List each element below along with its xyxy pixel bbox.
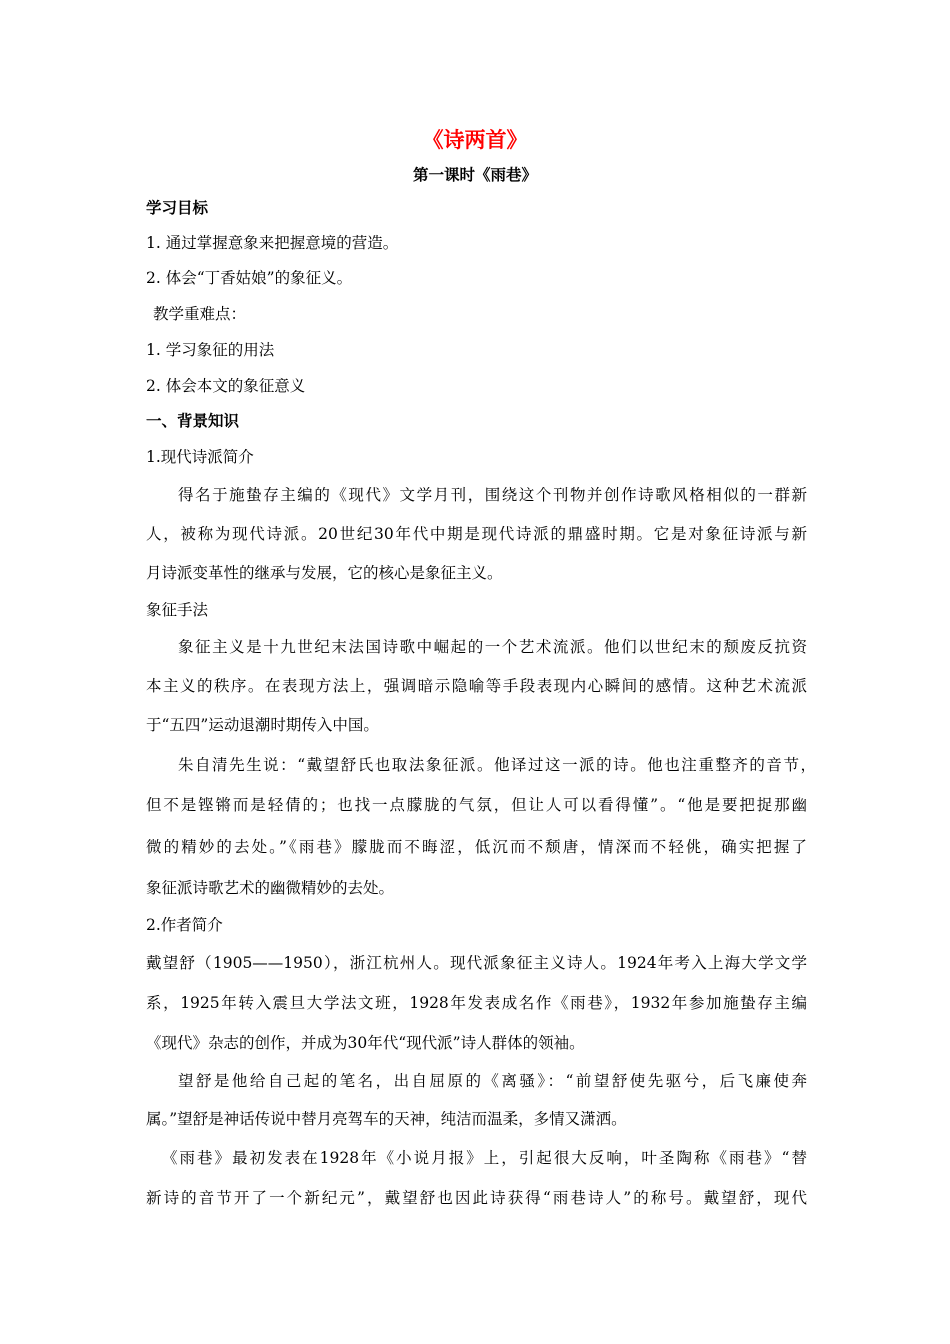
paragraph-line: 微的精妙的去处。”《雨巷》朦胧而不晦涩，低沉而不颓唐，情深而不轻佻，确实把握了 [146, 838, 807, 856]
paragraph-line: 戴望舒（1905——1950），浙江杭州人。现代派象征主义诗人。1924年考入上海大学文学 [146, 954, 807, 972]
symbolism-heading: 象征手法 [146, 601, 209, 619]
paragraph-line: 本主义的秩序。在表现方法上，强调暗示隐喻等手段表现内心瞬间的感情。这种艺术流派 [146, 677, 807, 695]
paragraph-line: 新诗的音节开了一个新纪元”，戴望舒也因此诗获得“雨巷诗人”的称号。戴望舒，现代 [146, 1189, 807, 1207]
background-heading: 一、背景知识 [146, 412, 240, 430]
document-title: 《诗两首》 [422, 128, 528, 152]
paragraph-line: 得名于施蛰存主编的《现代》文学月刊，围绕这个刊物并创作诗歌风格相似的一群新 [178, 486, 807, 504]
paragraph-line: 《雨巷》最初发表在1928年《小说月报》上，引起很大反响，叶圣陶称《雨巷》“替 [162, 1149, 807, 1167]
paragraph-line: 象征派诗歌艺术的幽微精妙的去处。 [146, 879, 395, 897]
paragraph-line: 但不是铿锵而是轻倩的；也找一点朦胧的气氛，但让人可以看得懂”。“他是要把捉那幽 [146, 796, 807, 814]
paragraph-line: 属。”望舒是神话传说中替月亮驾车的天神，纯洁而温柔，多情又潇洒。 [146, 1110, 627, 1128]
paragraph-line: 象征主义是十九世纪末法国诗歌中崛起的一个艺术流派。他们以世纪末的颓废反抗资 [178, 638, 807, 656]
paragraph-line: 《现代》杂志的创作，并成为30年代“现代派”诗人群体的领袖。 [146, 1034, 585, 1052]
paragraph-line: 系，1925年转入震旦大学法文班，1928年发表成名作《雨巷》，1932年参加施蛰存主编 [146, 994, 807, 1012]
key-point-item: 1. 学习象征的用法 [146, 341, 275, 359]
objectives-heading: 学习目标 [146, 199, 209, 217]
author-heading: 2.作者简介 [146, 916, 223, 934]
objective-item: 2. 体会“丁香姑娘”的象征义。 [146, 269, 353, 287]
modern-school-heading: 1.现代诗派简介 [146, 448, 254, 466]
paragraph-line: 望舒是他给自己起的笔名，出自屈原的《离骚》：“前望舒使先驱兮，后飞廉使奔 [178, 1072, 807, 1090]
objective-item: 1. 通过掌握意象来把握意境的营造。 [146, 234, 399, 252]
paragraph-line: 月诗派变革性的继承与发展，它的核心是象征主义。 [146, 564, 503, 582]
key-point-item: 2. 体会本文的象征意义 [146, 377, 306, 395]
paragraph-line: 于“五四”运动退潮时期传入中国。 [146, 716, 379, 734]
key-points-heading: 教学重难点： [153, 305, 247, 323]
paragraph-line: 朱自清先生说：“戴望舒氏也取法象征派。他译过这一派的诗。他也注重整齐的音节， [178, 756, 816, 774]
lesson-subtitle: 第一课时《雨巷》 [412, 166, 537, 184]
paragraph-line: 人，被称为现代诗派。20世纪30年代中期是现代诗派的鼎盛时期。它是对象征诗派与新 [146, 525, 807, 543]
